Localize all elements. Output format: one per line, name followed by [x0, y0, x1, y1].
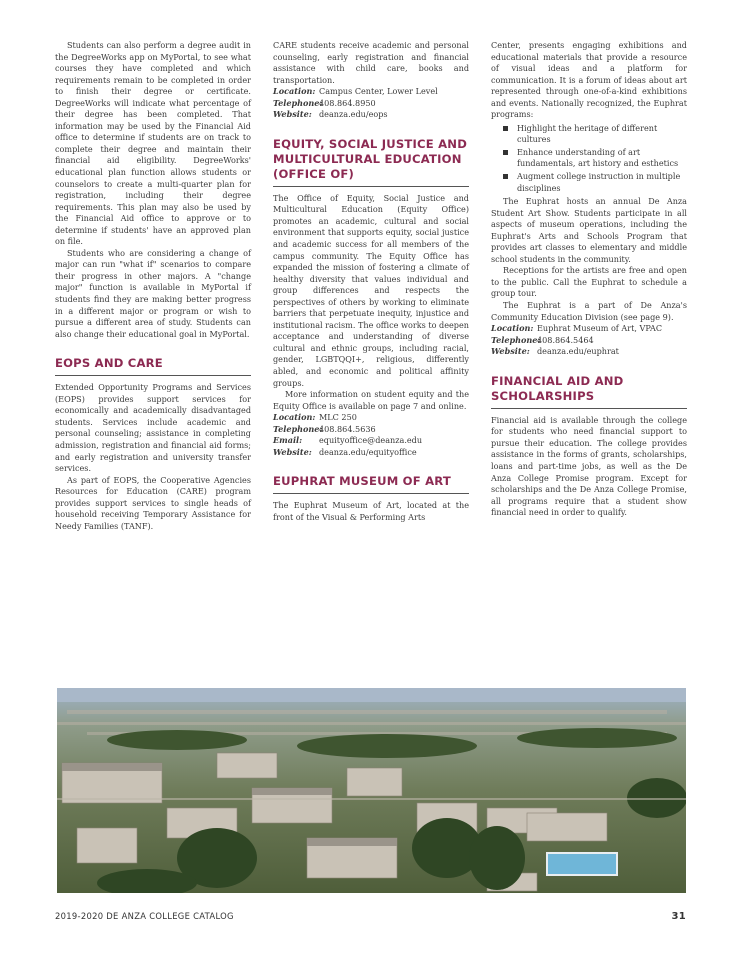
euphrat-contact-info [491, 323, 687, 358]
contact-label: Location: [273, 412, 316, 423]
page-number: 31 [671, 911, 686, 922]
euphrat-heading: EUPHRAT MUSEUM OF ART [273, 474, 469, 494]
contact-value: Euphrat Museum of Art, VPAC [537, 323, 663, 334]
column-left [55, 40, 251, 532]
campus-aerial-photo [57, 688, 686, 893]
care-continued-paragraph: CARE students receive academic and personal counseling, early registration and financial assistance with child care, books and transportation. [273, 40, 469, 85]
eops-heading: EOPS AND CARE [55, 356, 251, 376]
contact-value: Campus Center, Lower Level [319, 86, 438, 97]
contact-row [491, 346, 687, 358]
contact-row [273, 98, 469, 110]
financial-aid-heading: FINANCIAL AID AND SCHOLARSHIPS [491, 374, 687, 409]
care-paragraph: As part of EOPS, the Cooperative Agencies Resources for Education (CARE) program provides support services to single heads of household receiving Temporary Assistance for Needy Families (TANF). [55, 474, 251, 531]
list-item: Augment college instruction in multiple disciplines [503, 171, 687, 194]
catalog-title: 2019-2020 DE ANZA COLLEGE CATALOG [55, 911, 234, 921]
page-footer [55, 911, 686, 922]
contact-label: Telephone: [273, 97, 323, 108]
contact-row [273, 412, 469, 424]
receptions-paragraph: Receptions for the artists are free and open to the public. Call the Euphrat to schedule a group tour. [491, 265, 687, 299]
contact-row [273, 424, 469, 436]
contact-row [273, 109, 469, 121]
eops-paragraph: Extended Opportunity Programs and Services (EOPS) provides support services for economically and academically disadvantaged students. Services include academic and personal counseling; assistance in completing admission, registration and financial aid forms; and early registration and university transfer services. [55, 382, 251, 474]
equity-paragraph: The Office of Equity, Social Justice and Multicultural Education (Equity Office) promotes an academic, cultural and social environment that supports equity, social justice and academic success for all members of the campus community. The Equity Office has expanded the mission of fostering a climate of healthy diversity that values individual and group differences and respects the perspectives of others by working to eliminate barriers that perpetuate inequity, injustice and institutional racism. The office works to deepen acceptance and understanding of diverse cultural and ethnic groups, including racial, gender, LGBTQQI+, religious, differently abled, and economic and political affinity groups. [273, 192, 469, 388]
euphrat-paragraph: The Euphrat Museum of Art, located at the front of the Visual & Performing Arts [273, 500, 469, 522]
contact-value: deanza.edu/eops [319, 109, 388, 120]
community-education-paragraph: The Euphrat is a part of De Anza's Community Education Division (see page 9). [491, 300, 687, 322]
contact-label: Website: [273, 446, 312, 457]
equity-heading: EQUITY, SOCIAL JUSTICE AND MULTICULTURAL EDUCATION (OFFICE OF) [273, 137, 469, 187]
contact-label: Location: [491, 323, 534, 334]
euphrat-program-list [491, 123, 687, 194]
column-middle [273, 40, 469, 524]
contact-label: Telephone: [491, 334, 541, 345]
financial-aid-paragraph: Financial aid is available through the college for students who need financial support to pursue their education. The college provides assistance in the forms of grants, scholarships, loans and part-time jobs, as well as the De Anza College Promise program. Except for scholarships and the De Anza College Promise, all programs require that a student show financial need in order to qualify. [491, 414, 687, 518]
equity-contact-info [273, 412, 469, 458]
contact-row [491, 335, 687, 347]
contact-value: deanza.edu/euphrat [537, 346, 619, 357]
contact-label: Telephone: [273, 423, 323, 434]
contact-label: Location: [273, 86, 316, 97]
contact-row [273, 86, 469, 98]
list-item: Enhance understanding of art fundamentals, art history and esthetics [503, 147, 687, 170]
column-right [491, 40, 687, 519]
list-item: Highlight the heritage of different cultures [503, 123, 687, 146]
euphrat-continued-paragraph: Center, presents engaging exhibitions and educational materials that provide a resource of visual ideas and a platform for communication. It is a forum of ideas about art represented through one-of-a-kind exhibitions and events. Nationally recognized, the Euphrat programs: [491, 40, 687, 120]
contact-value: 408.864.5636 [319, 423, 376, 434]
contact-label: Email: [273, 435, 303, 446]
contact-row [273, 435, 469, 447]
contact-row [273, 447, 469, 459]
contact-value: MLC 250 [319, 412, 357, 423]
contact-value: 408.864.8950 [319, 97, 376, 108]
contact-row [491, 323, 687, 335]
contact-value: deanza.edu/equityoffice [319, 446, 417, 457]
contact-value: equityoffice@deanza.edu [319, 435, 423, 446]
student-art-show-paragraph: The Euphrat hosts an annual De Anza Student Art Show. Students participate in all aspects of museum operations, including the Euphrat's Arts and Schools Program that provides art classes to elementary and middle school students in the community. [491, 196, 687, 264]
contact-label: Website: [273, 109, 312, 120]
degreeworks-paragraph: Students can also perform a degree audit in the DegreeWorks app on MyPortal, to see what courses they have completed and which requirements remain to be completed in order to finish their degree or certificate. DegreeWorks will indicate what percentage of their degree has been completed. That information may be used by the Financial Aid office to determine if students are on track to complete their degree and maintain their financial aid eligibility. DegreeWorks' educational plan function allows students or counselors to create a multi-quarter plan for registration, including their degree requirements. This plan may also be used by the Financial Aid office to approve or to determine if students' have an approved plan on file. [55, 40, 251, 247]
contact-label: Website: [491, 346, 530, 357]
eops-contact-info [273, 86, 469, 121]
equity-more-info-paragraph: More information on student equity and the Equity Office is available on page 7 and online. [273, 389, 469, 411]
contact-value: 408.864.5464 [537, 334, 594, 345]
change-major-paragraph: Students who are considering a change of major can run "what if" scenarios to compare their progress in other majors. A "change major" function is available in MyPortal if students find they are making better progress in a different major or program or wish to pursue a different area of study. Students can also change their educational goal in MyPortal. [55, 247, 251, 339]
